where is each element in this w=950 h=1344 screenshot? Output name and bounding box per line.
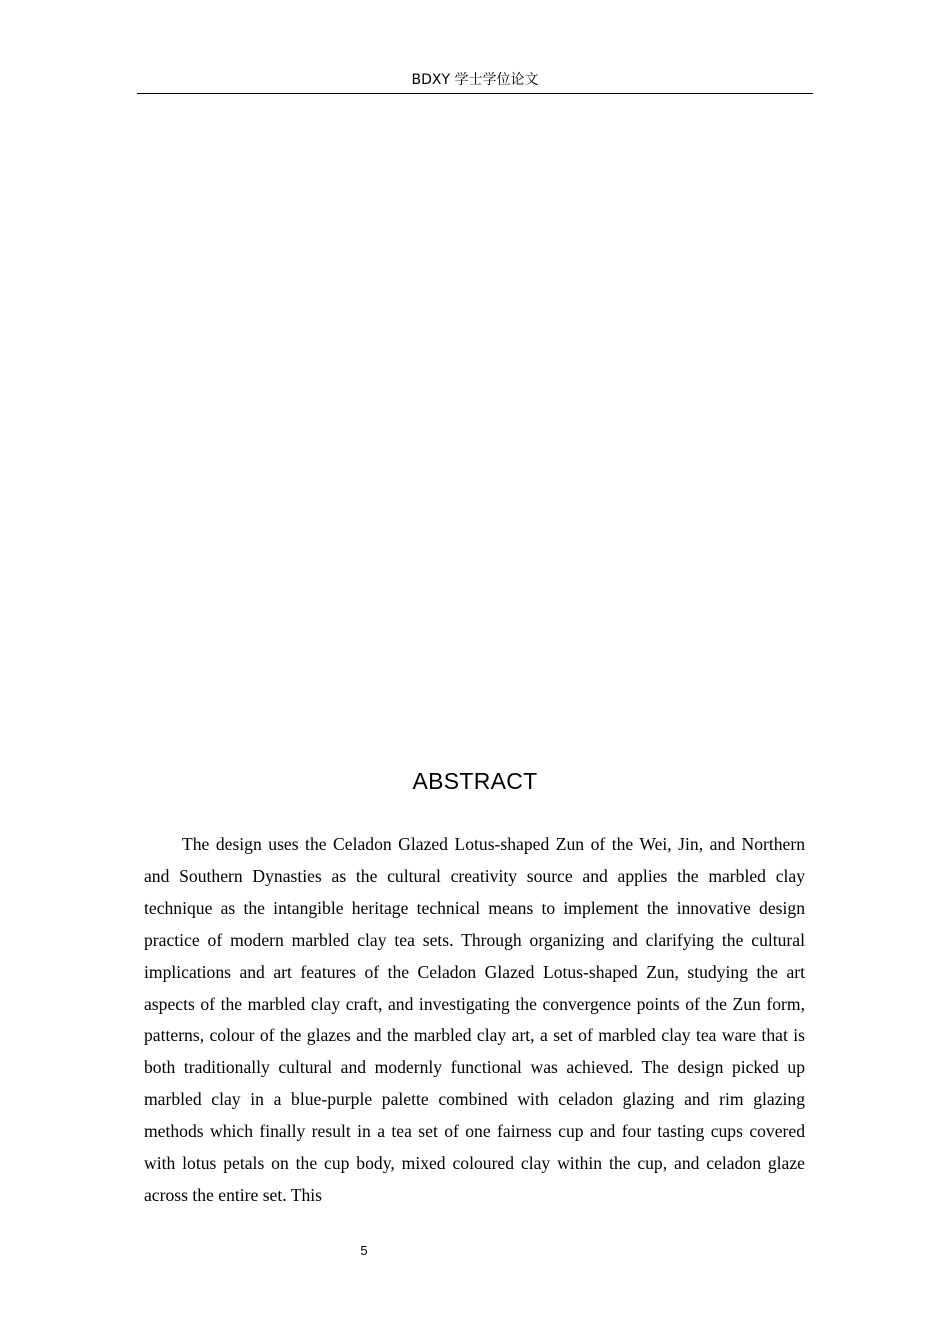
abstract-paragraph: The design uses the Celadon Glazed Lotus-shaped Zun of the Wei, Jin, and Northern and Southern Dynasties as the cultural creativity source and applies the marbled clay technique as the intangible heritage technical means to implement the innovative design practice of modern marbled clay tea sets. Through organizing and clarifying the cultural implications and art features of the Celadon Glazed Lotus-shaped Zun, studying the art aspects of the marbled clay craft, and investigating the convergence points of the Zun form, patterns, colour of the glazes and the marbled clay art, a set of marbled clay tea ware that is both traditionally cultural and modernly functional was achieved. The design picked up marbled clay in a blue-purple palette combined with celadon glazing and rim glazing methods which finally result in a tea set of one fairness cup and four tasting cups covered with lotus petals on the cup body, mixed coloured clay within the cup, and celadon glaze across the entire set. This	[144, 834, 805, 1205]
abstract-heading: ABSTRACT	[412, 768, 538, 794]
running-header	[137, 70, 813, 94]
running-header-title: BDXY 学士学位论文	[411, 72, 539, 88]
page-number: 5	[360, 1243, 368, 1258]
